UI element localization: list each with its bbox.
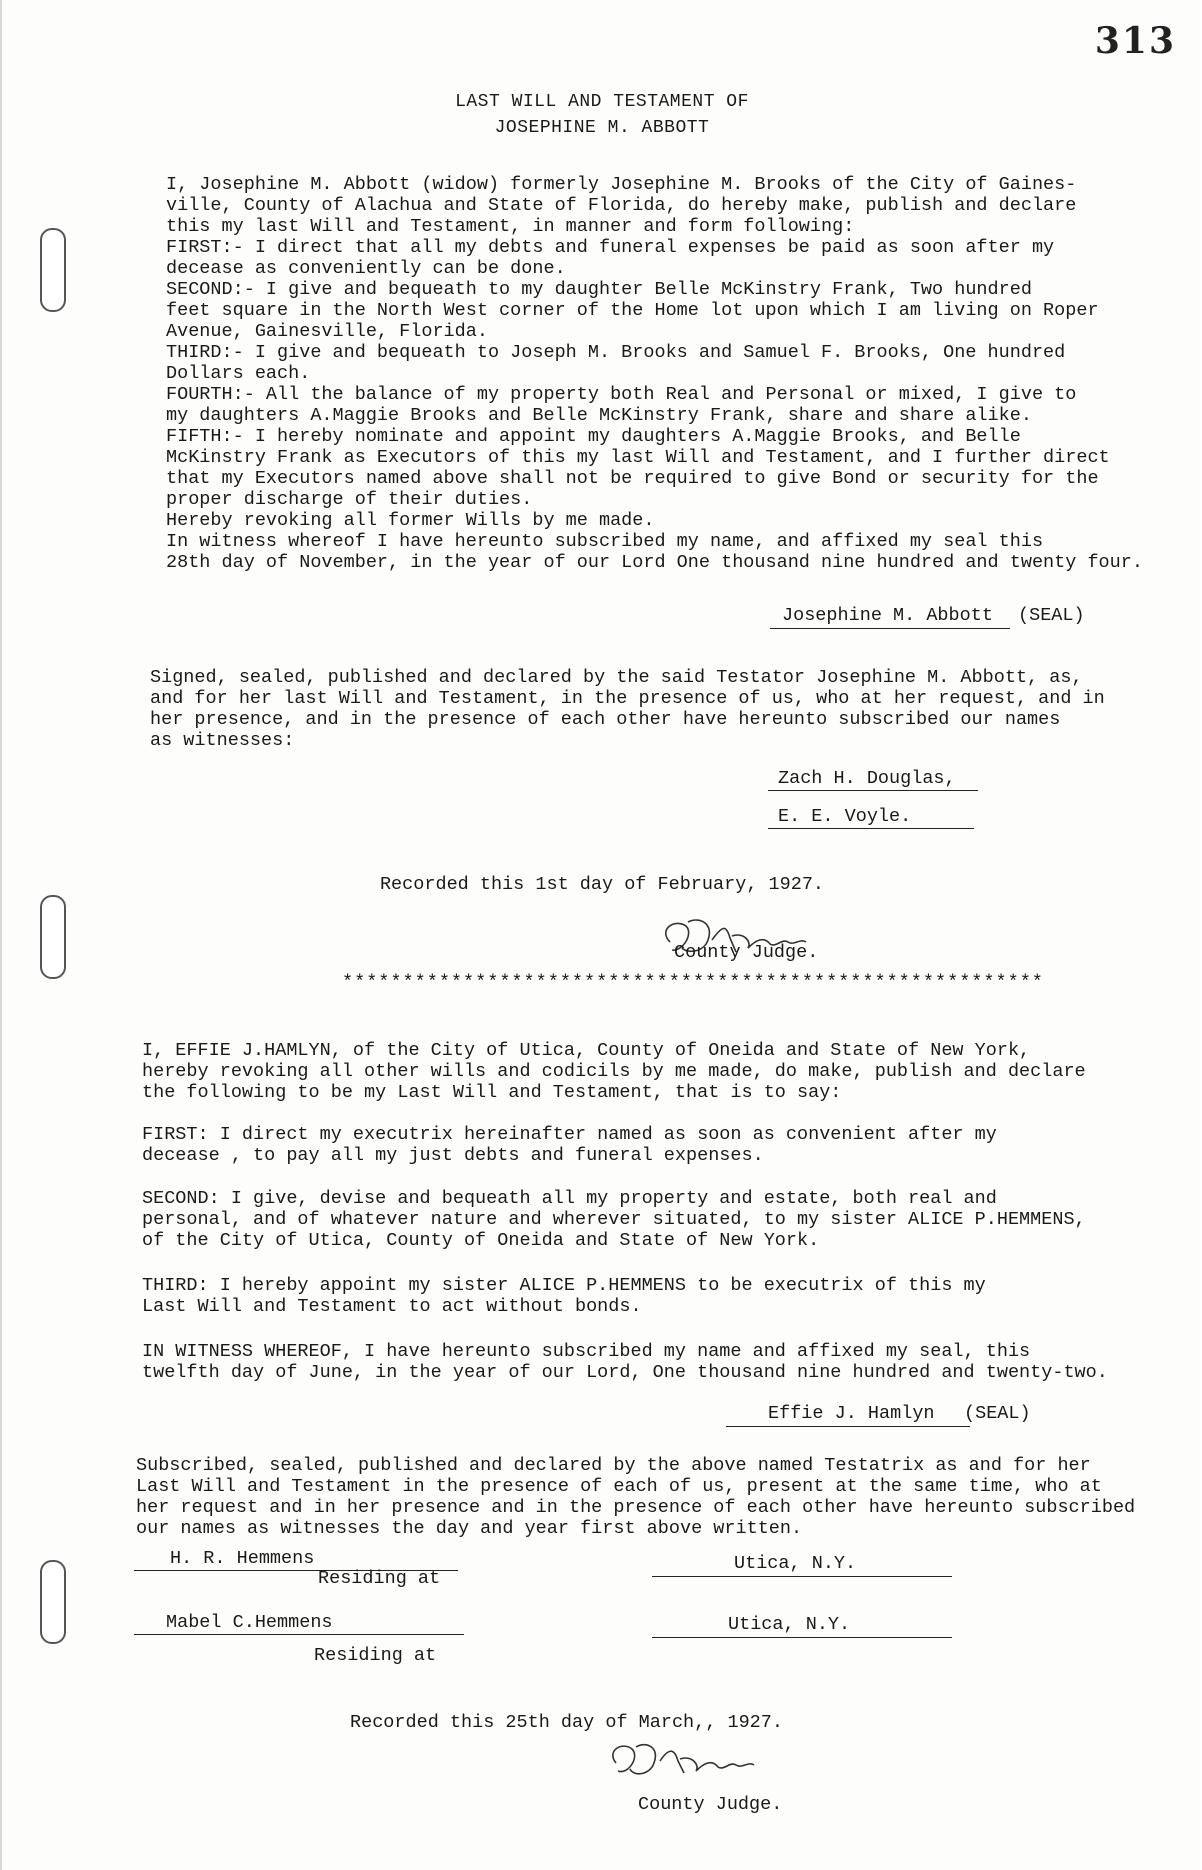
will2-testatrix-signature-line	[726, 1426, 970, 1427]
will2-witness-clause: IN WITNESS WHEREOF, I have hereunto subscribed my name and affixed my seal, this twelfth day of June, in the year of our Lord, One thousand nine hundred and twenty-two.	[142, 1341, 1108, 1383]
will1-witness2-line	[768, 828, 974, 829]
will2-first: FIRST: I direct my executrix hereinafter named as soon as convenient after my decease , to pay all my just debts and funeral expenses.	[142, 1124, 997, 1166]
will2-residing-label-1: Residing at	[318, 1568, 441, 1589]
will1-witness2: E. E. Voyle.	[778, 806, 912, 827]
will2-attestation: Subscribed, sealed, published and declared by the above named Testatrix as and for her Last Will and Testament in the presence of each of us, present at the same time, who at her request and in her presence and in the presence of each other have hereunto subscribed our names as witnesses the day and year first above written.	[136, 1455, 1136, 1539]
section-separator: **********************************************************	[342, 972, 1044, 993]
will1-recorded: Recorded this 1st day of February, 1927.	[379, 874, 825, 895]
will1-witness1: Zach H. Douglas,	[778, 768, 956, 789]
will1-body: I, Josephine M. Abbott (widow) formerly Josephine M. Brooks of the City of Gaines- ville, County of Alachua and State of Florida, do hereby make, publish and declare this my last Will and Testament, in manner and form following: FIRST:- I direct that all my debts and funeral expenses be paid as soon after my decease as conveniently can be done. SECOND:- I give and bequeath to my daughter Belle McKinstry Frank, Two hundred feet square in the North West corner of the Home lot upon which I am living on Roper Avenue, Gainesville, Florida. THIRD:- I give and bequeath to Joseph M. Brooks and Samuel F. Brooks, One hundred Dollars each. FOURTH:- All the balance of my property both Real and Personal or mixed, I give to my daughters A.Maggie Brooks and Belle McKinstry Frank, share and share alike. FIFTH:- I hereby nominate and appoint my daughters A.Maggie Brooks, and Belle McKinstry Frank as Executors of this my last Will and Testament, and I further direct that my Executors named above shall not be required to give Bond or security for the proper discharge of their duties. Hereby revoking all former Wills by me made. In witness whereof I have hereunto subscribed my name, and affixed my seal this 28th day of November, in the year of our Lord One thousand nine hundred and twenty four.	[166, 174, 1143, 573]
will1-testator-signature: Josephine M. Abbott	[782, 605, 993, 626]
will2-witness2-name: Mabel C.Hemmens	[166, 1612, 333, 1633]
will1-title-line2: JOSEPHINE M. ABBOTT	[494, 118, 710, 138]
punch-hole-bottom	[40, 1560, 66, 1644]
will2-second: SECOND: I give, devise and bequeath all my property and estate, both real and personal, and of whatever nature and wherever situated, to my sister ALICE P.HEMMENS, of the City of Utica, County of Oneida and State of New York.	[142, 1188, 1086, 1251]
will1-testator-signature-line	[770, 628, 1010, 629]
punch-hole-middle	[40, 895, 66, 979]
will1-attestation: Signed, sealed, published and declared by the said Testator Josephine M. Abbott, as, and for her last Will and Testament, in the presence of us, who at her request, and in her presence, and in the presence of each other have hereunto subscribed our names as witnesses:	[150, 667, 1105, 751]
will2-witness1-place-line	[652, 1576, 952, 1577]
will2-witness2-place-line	[652, 1637, 952, 1638]
will1-title-line1: LAST WILL AND TESTAMENT OF	[455, 92, 749, 112]
will2-witness2-place: Utica, N.Y.	[728, 1614, 851, 1635]
will2-residing-label-2: Residing at	[314, 1645, 437, 1666]
will1-seal: (SEAL)	[1018, 605, 1085, 626]
will2-third: THIRD: I hereby appoint my sister ALICE P.HEMMENS to be executrix of this my Last Will and Testament to act without bonds.	[142, 1275, 986, 1317]
page-number: 313	[1094, 20, 1176, 62]
will2-seal: (SEAL)	[964, 1403, 1031, 1424]
will1-witness1-line	[768, 790, 978, 791]
will2-witness1-name: H. R. Hemmens	[170, 1548, 315, 1569]
will2-witness1-place: Utica, N.Y.	[734, 1553, 857, 1574]
will2-judge-title: County Judge.	[638, 1794, 783, 1815]
will2-opening: I, EFFIE J.HAMLYN, of the City of Utica, County of Oneida and State of New York, hereby revoking all other wills and codicils by me made, do make, publish and declare the following to be my Last Will and Testament, that is to say:	[142, 1040, 1086, 1103]
will1-judge-title: County Judge.	[674, 942, 819, 963]
will2-testatrix-signature: Effie J. Hamlyn	[768, 1403, 935, 1424]
will2-judge-signature	[602, 1735, 782, 1785]
punch-hole-top	[40, 228, 66, 312]
will2-witness2-line	[134, 1634, 464, 1635]
will2-recorded: Recorded this 25th day of March,, 1927.	[350, 1712, 783, 1733]
